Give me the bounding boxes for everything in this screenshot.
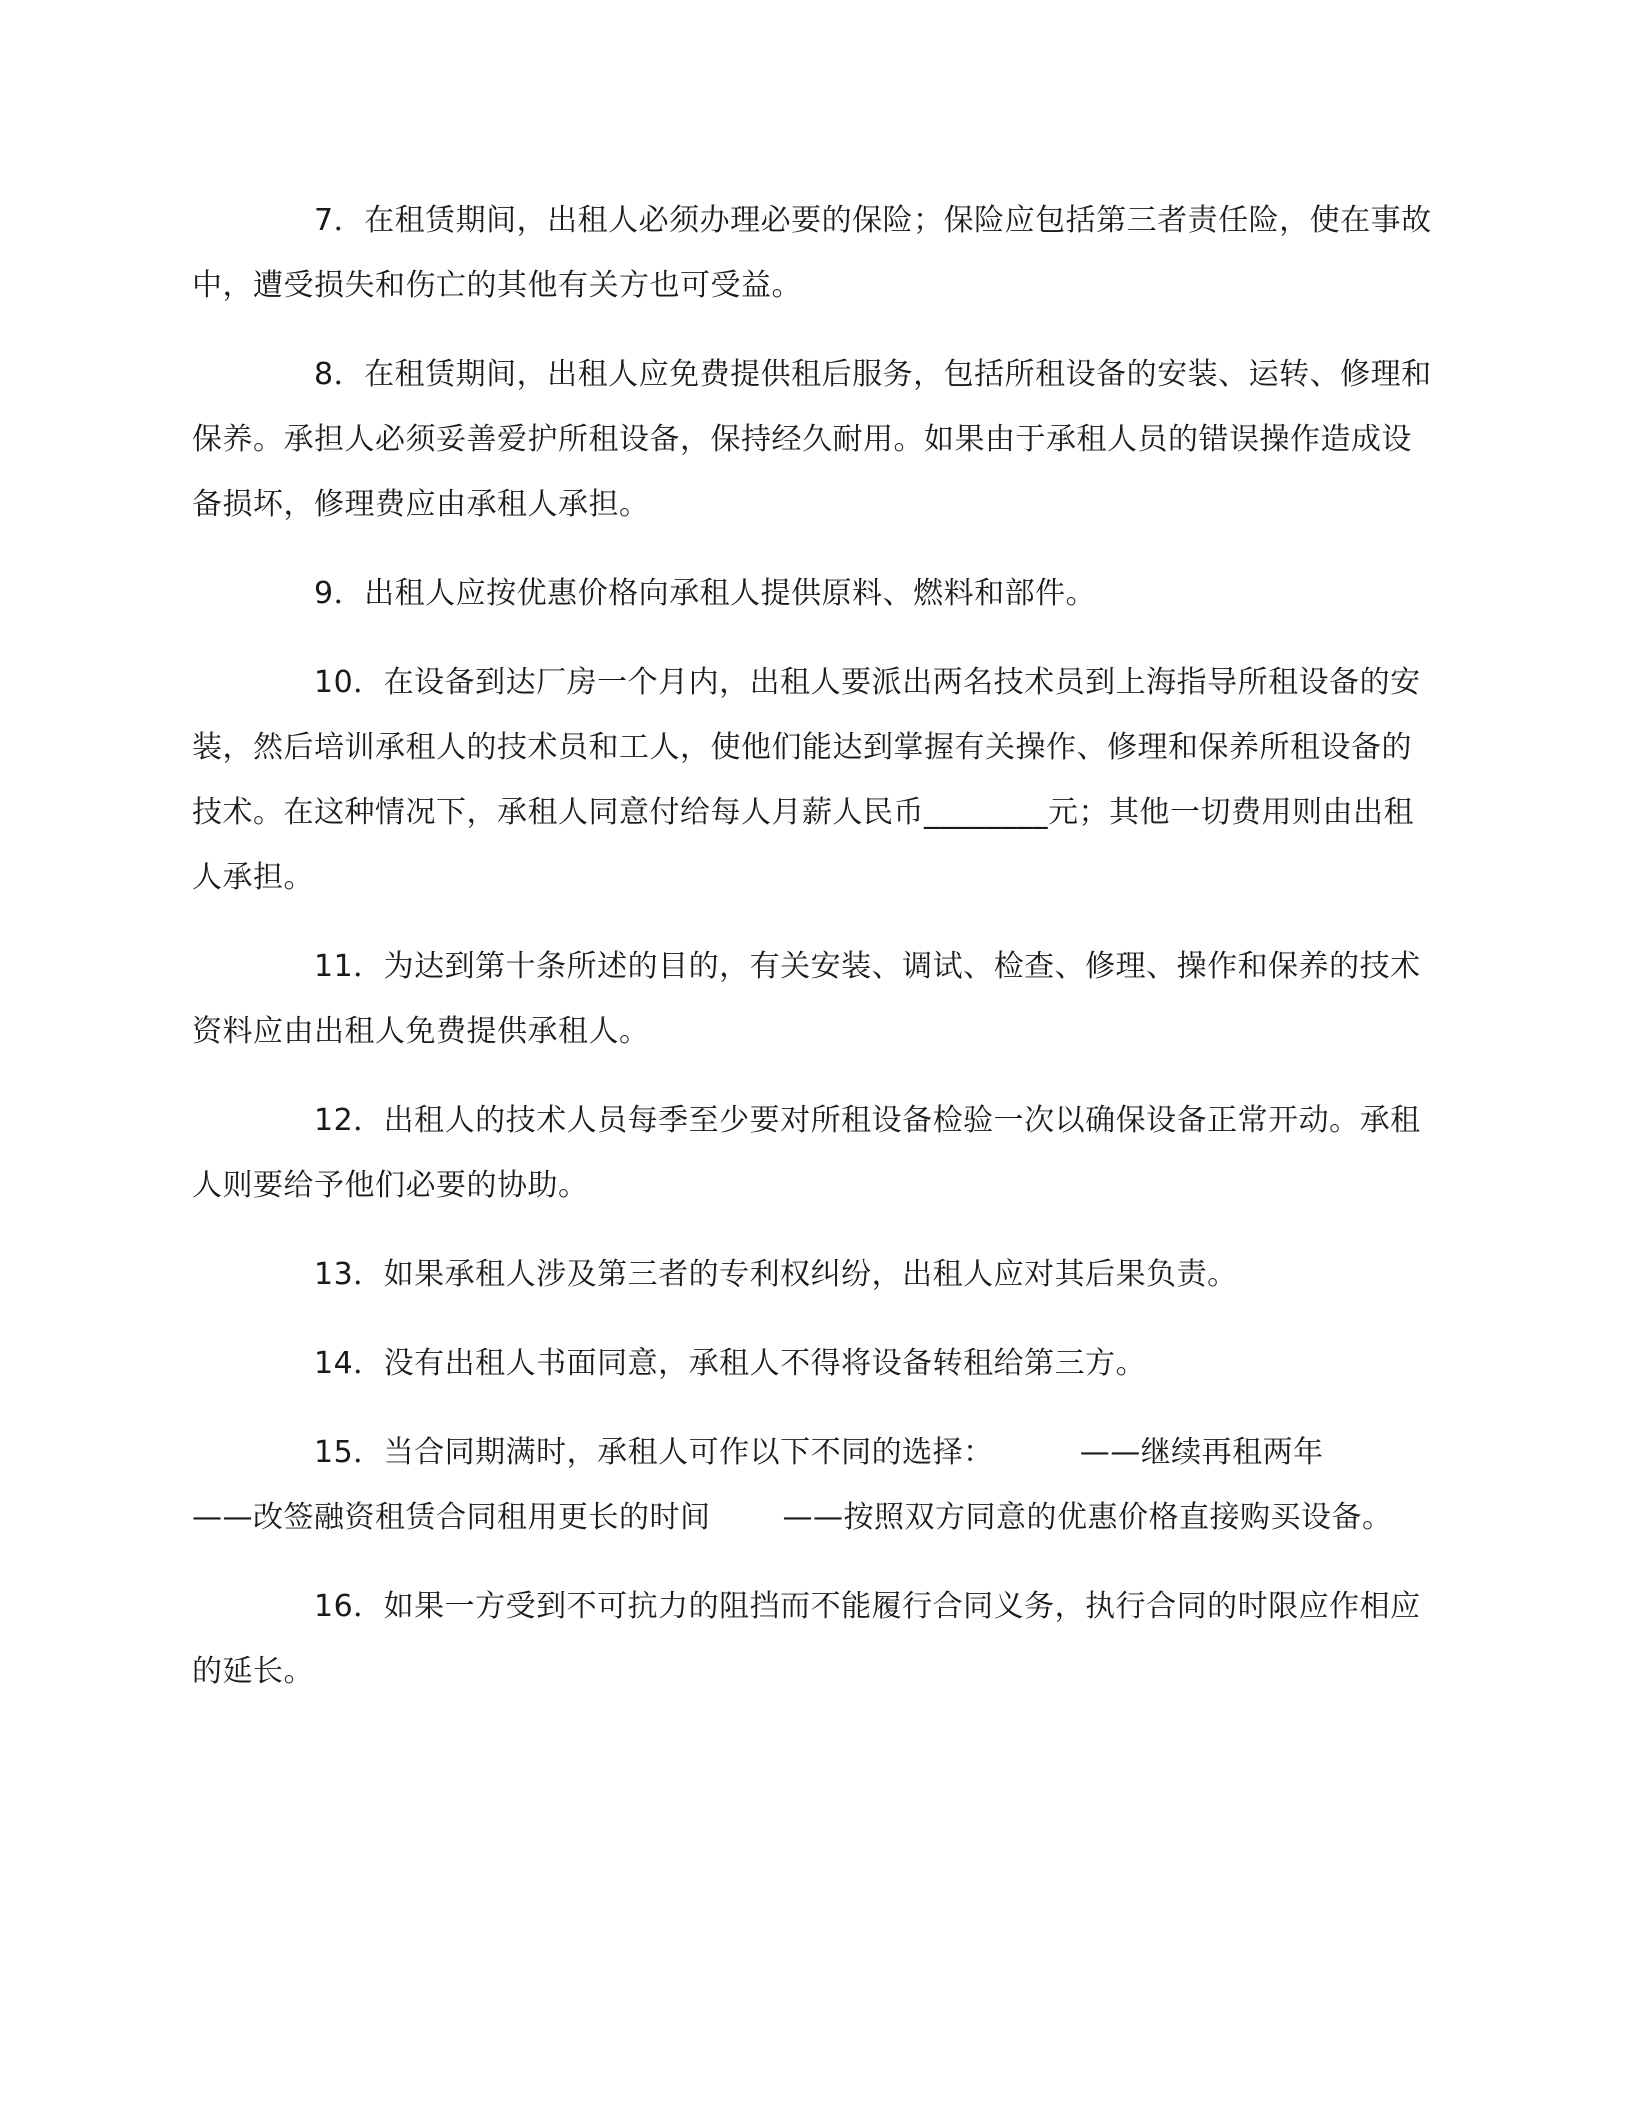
- clause-12: 12．出租人的技术人员每季至少要对所租设备检验一次以确保设备正常开动。承租人则要给予他们必要的协助。: [192, 1103, 1421, 1203]
- clause-14: 14．没有出租人书面同意，承租人不得将设备转租给第三方。: [314, 1346, 1147, 1381]
- clause-15-option-1: ——继续再租两年: [1079, 1435, 1324, 1470]
- clause-10: 10．在设备到达厂房一个月内，出租人要派出两名技术员到上海指导所租设备的安装，然后培训承租人的技术员和工人，使他们能达到掌握有关操作、修理和保养所租设备的技术。在这种情况下，承租人同意付给每人月薪人民币________元；其他一切费用则由出租人承担。: [192, 665, 1421, 895]
- clause-11: 11．为达到第十条所述的目的，有关安装、调试、检查、修理、操作和保养的技术资料应由出租人免费提供承租人。: [192, 949, 1421, 1049]
- clause-16: 16．如果一方受到不可抗力的阻挡而不能履行合同义务，执行合同的时限应作相应的延长。: [192, 1589, 1421, 1689]
- clause-15-intro: 15．当合同期满时，承租人可作以下不同的选择：: [314, 1435, 994, 1470]
- clause-7: 7．在租赁期间，出租人必须办理必要的保险；保险应包括第三者责任险，使在事故中，遭受损失和伤亡的其他有关方也可受益。: [192, 203, 1432, 303]
- contract-page: [192, 188, 1432, 1728]
- clause-15-option-2: ——改签融资租赁合同租用更长的时间: [192, 1500, 711, 1535]
- clause-13: 13．如果承租人涉及第三者的专利权纠纷，出租人应对其后果负责。: [314, 1257, 1238, 1292]
- clause-9: 9．出租人应按优惠价格向承租人提供原料、燃料和部件。: [314, 576, 1097, 611]
- clause-15-option-3: ——按照双方同意的优惠价格直接购买设备。: [782, 1500, 1393, 1535]
- clause-15: [192, 1420, 1432, 1550]
- clause-8: 8．在租赁期间，出租人应免费提供租后服务，包括所租设备的安装、运转、修理和保养。承担人必须妥善爱护所租设备，保持经久耐用。如果由于承租人员的错误操作造成设备损坏，修理费应由承租人承担。: [192, 357, 1432, 522]
